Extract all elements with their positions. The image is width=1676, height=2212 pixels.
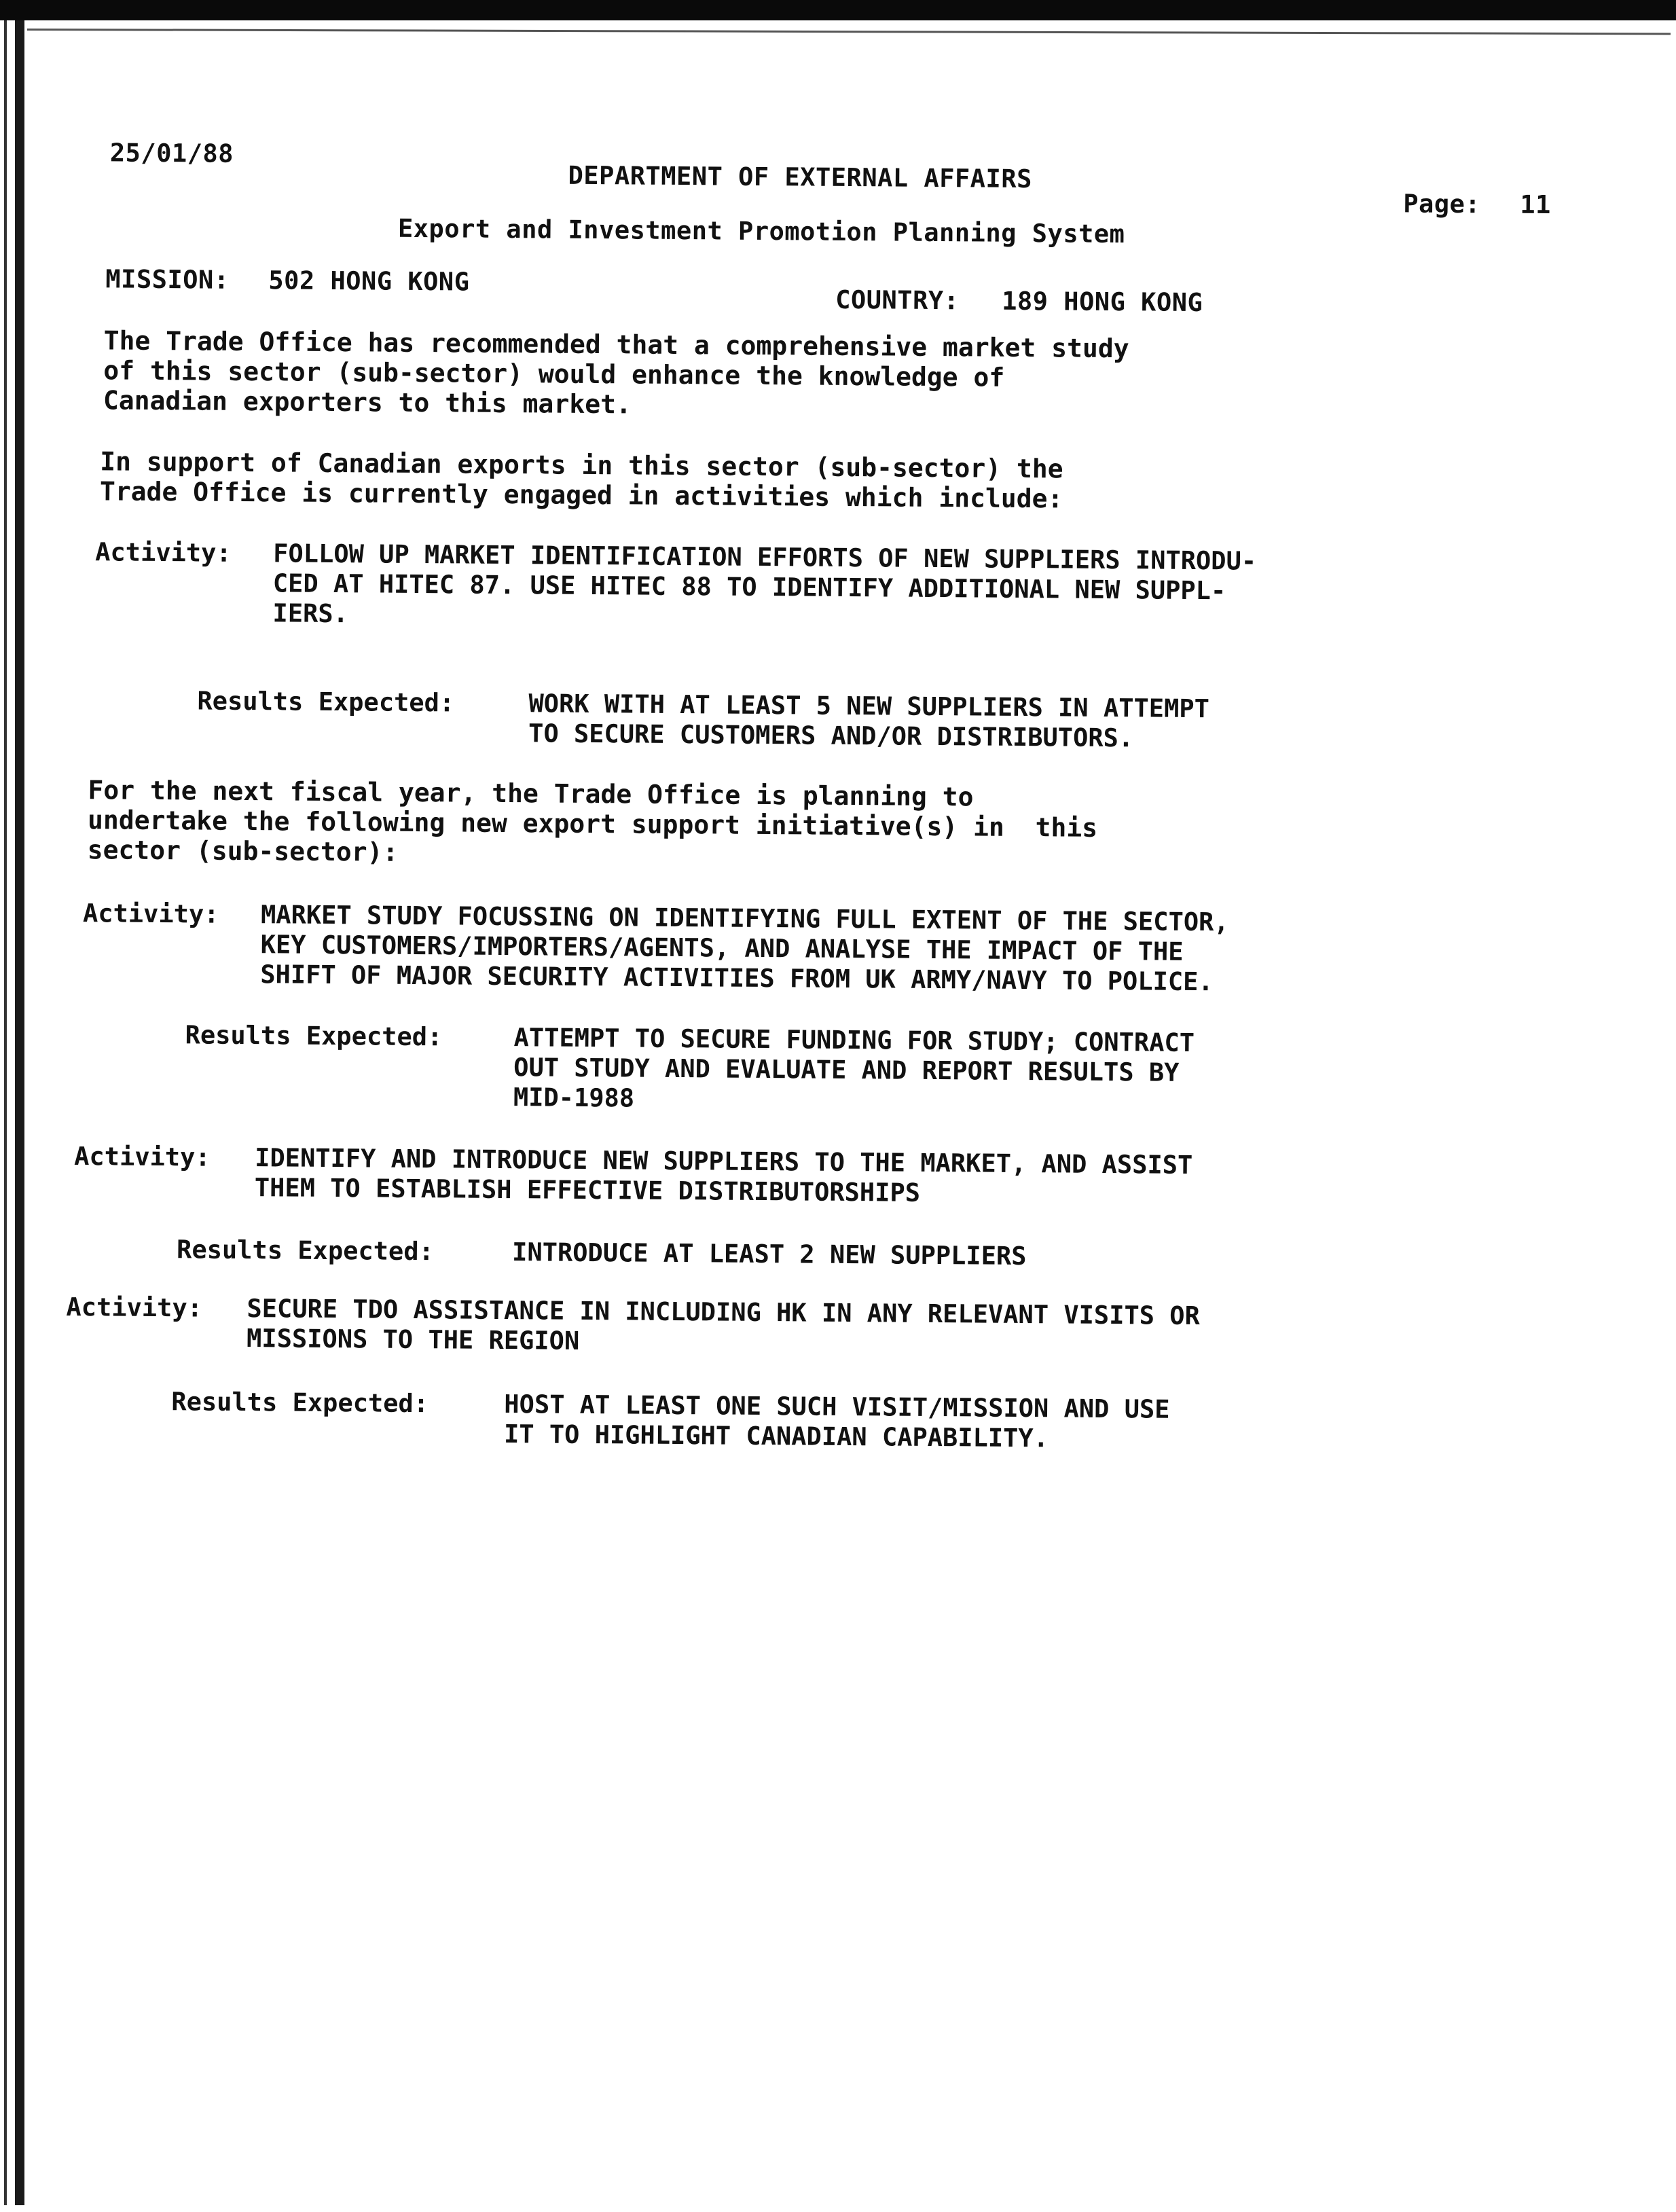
results-label-3: Results Expected:	[171, 1387, 429, 1419]
intro-line-2: of this sector (sub-sector) would enhance the knowledge of	[103, 355, 1005, 393]
activity-3-line-2: MISSIONS TO THE REGION	[246, 1324, 580, 1356]
activity-label-3: Activity:	[66, 1292, 203, 1323]
next-year-line-3: sector (sub-sector):	[87, 835, 399, 867]
current-results-line-1: WORK WITH AT LEAST 5 NEW SUPPLIERS IN ATTEMPT	[528, 689, 1210, 724]
report-date: 25/01/88	[109, 138, 234, 168]
activity-label-2: Activity:	[74, 1142, 211, 1172]
page-number: 11	[1520, 189, 1552, 220]
current-activity-line-2: CED AT HITEC 87. USE HITEC 88 TO IDENTIFY ADDITIONAL NEW SUPPL-	[272, 568, 1226, 606]
activity-2-line-1: IDENTIFY AND INTRODUCE NEW SUPPLIERS TO THE MARKET, AND ASSIST	[255, 1143, 1193, 1180]
activity-2-line-2: THEM TO ESTABLISH EFFECTIVE DISTRIBUTORSHIPS	[254, 1173, 921, 1208]
department-title: DEPARTMENT OF EXTERNAL AFFAIRS	[568, 160, 1033, 194]
support-line-1: In support of Canadian exports in this sector (sub-sector) the	[100, 446, 1063, 484]
results-2-line-1: INTRODUCE AT LEAST 2 NEW SUPPLIERS	[511, 1237, 1027, 1271]
country-label: COUNTRY:	[835, 285, 960, 316]
results-label-current: Results Expected:	[197, 686, 455, 718]
activity-3-line-1: SECURE TDO ASSISTANCE IN INCLUDING HK IN ANY RELEVANT VISITS OR	[247, 1294, 1200, 1331]
results-label-1: Results Expected:	[185, 1020, 443, 1052]
support-line-2: Trade Office is currently engaged in activities which include:	[99, 476, 1063, 514]
activity-1-line-3: SHIFT OF MAJOR SECURITY ACTIVITIES FROM UK ARMY/NAVY TO POLICE.	[260, 960, 1214, 997]
next-year-line-1: For the next fiscal year, the Trade Office is planning to	[88, 775, 974, 812]
mission-label: MISSION:	[105, 264, 230, 295]
current-activity-line-1: FOLLOW UP MARKET IDENTIFICATION EFFORTS OF NEW SUPPLIERS INTRODU-	[273, 539, 1257, 576]
country-value: 189 HONG KONG	[1001, 286, 1203, 318]
intro-line-3: Canadian exporters to this market.	[103, 385, 632, 420]
activity-label-1: Activity:	[82, 899, 219, 929]
activity-1-line-1: MARKET STUDY FOCUSSING ON IDENTIFYING FULL EXTENT OF THE SECTOR,	[260, 900, 1229, 937]
current-activity-line-3: IERS.	[272, 598, 349, 629]
current-results-line-2: TO SECURE CUSTOMERS AND/OR DISTRIBUTORS.	[528, 719, 1134, 753]
activity-label-current: Activity:	[95, 537, 232, 568]
mission-value: 502 HONG KONG	[268, 266, 470, 297]
intro-line-1: The Trade Office has recommended that a comprehensive market study	[103, 325, 1129, 364]
system-title: Export and Investment Promotion Planning System	[397, 213, 1125, 249]
results-1-line-1: ATTEMPT TO SECURE FUNDING FOR STUDY; CONTRACT	[513, 1023, 1195, 1058]
results-1-line-3: MID-1988	[513, 1083, 635, 1113]
results-1-line-2: OUT STUDY AND EVALUATE AND REPORT RESULTS BY	[513, 1053, 1180, 1087]
results-label-2: Results Expected:	[176, 1235, 435, 1267]
results-3-line-2: IT TO HIGHLIGHT CANADIAN CAPABILITY.	[503, 1419, 1049, 1453]
next-year-line-2: undertake the following new export support initiative(s) in this	[87, 805, 1098, 843]
results-3-line-1: HOST AT LEAST ONE SUCH VISIT/MISSION AND USE	[504, 1390, 1170, 1424]
page-label: Page:	[1403, 189, 1481, 219]
activity-1-line-2: KEY CUSTOMERS/IMPORTERS/AGENTS, AND ANALYSE THE IMPACT OF THE	[260, 930, 1184, 966]
